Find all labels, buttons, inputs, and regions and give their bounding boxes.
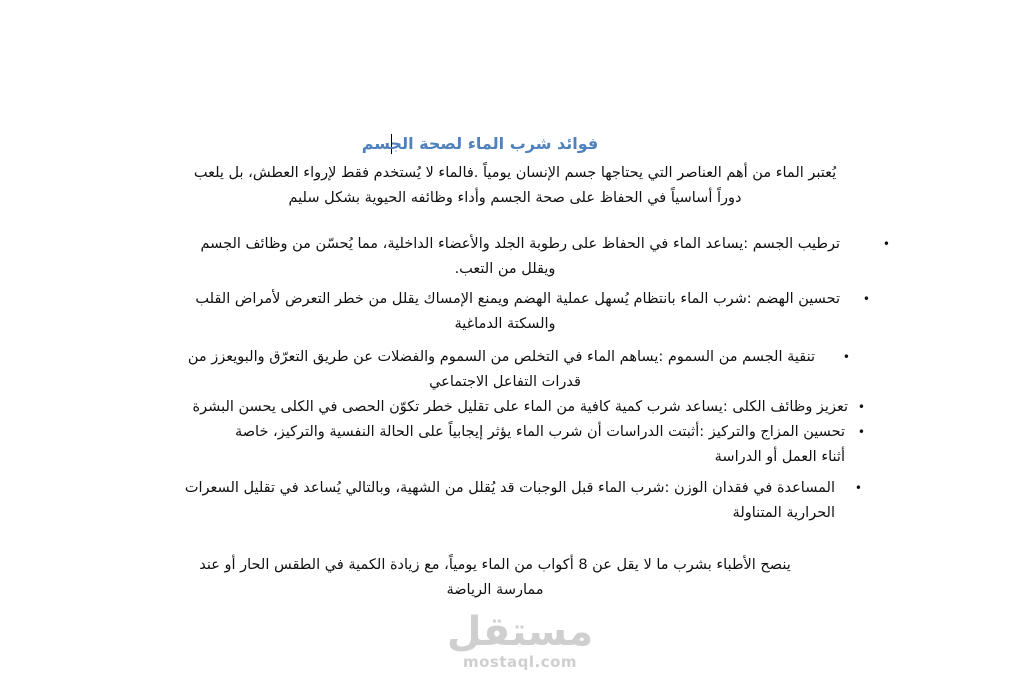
list-item[interactable] [140,476,870,526]
list-item-line-1: تنقية الجسم من السموم :يساهم الماء في التخلص من السموم والفضلات عن طريق التعرّق والبويعزز من [187,349,815,365]
benefits-list [140,232,890,526]
intro-line-2: دوراً أساسياً في الحفاظ على صحة الجسم وأداء وظائفه الحيوية بشكل سليم [288,190,742,206]
list-item[interactable] [140,287,870,337]
document-title[interactable]: فوائد شرب الماء لصحة الجسم [361,134,599,153]
watermark-latin: mostaql.com [462,653,578,671]
list-item-line-2: الحرارية المتناولة [732,505,835,521]
list-item[interactable] [140,232,890,282]
intro-line-1: يُعتبر الماء من أهم العناصر التي يحتاجها جسم الإنسان يومياً .فالماء لا يُستخدم فقط لإرواء العطش، بل يلعب [193,165,837,181]
list-item-line-1: المساعدة في فقدان الوزن :شرب الماء قبل الوجبات قد يُقلل من الشهية، وبالتالي يُساعد في تقليل السعرات [184,480,835,496]
intro-paragraph[interactable] [160,161,870,211]
list-item[interactable] [140,395,870,420]
closing-line-2: ممارسة الرياضة [446,582,544,598]
bullet-icon: • [862,292,870,306]
bullet-icon: • [842,350,850,364]
list-item-line-2: والسكتة الدماغية [454,316,556,332]
list-item-line-1: تعزيز وظائف الكلى :يساعد شرب كمية كافية من الماء على تقليل خطر تكوّن الحصى في الكلى يحسن البشرة [192,399,848,415]
list-item-line-1: تحسين الهضم :شرب الماء بانتظام يُسهل عملية الهضم ويمنع الإمساك يقلل من خطر التعرض لأمراض القلب [195,291,840,307]
bullet-icon: • [857,400,865,414]
bullet-icon: • [882,237,890,251]
bullet-icon: • [857,425,865,439]
list-item-line-1: تحسين المزاج والتركيز :أثبتت الدراسات أن شرب الماء يؤثر إيجابياً على الحالة النفسية والتركيز، خاصة [234,424,845,440]
list-item-line-2: ويقلل من التعب. [454,261,556,277]
list-item[interactable] [140,420,870,470]
watermark-arabic: مستقل [446,609,594,655]
list-item-line-2: قدرات التفاعل الاجتماعي [429,374,581,390]
watermark-logo [430,610,610,670]
closing-paragraph[interactable] [160,553,830,603]
bullet-icon: • [854,481,862,495]
list-item-line-2: أثناء العمل أو الدراسة [714,449,845,465]
list-item[interactable] [140,345,870,395]
closing-line-1: ينصح الأطباء بشرب ما لا يقل عن 8 أكواب من الماء يومياً، مع زيادة الكمية في الطقس الحار أو عند [199,557,791,573]
list-item-line-1: ترطيب الجسم :يساعد الماء في الحفاظ على رطوبة الجلد والأعضاء الداخلية، مما يُحسّن من وظائف الجسم [200,236,840,252]
